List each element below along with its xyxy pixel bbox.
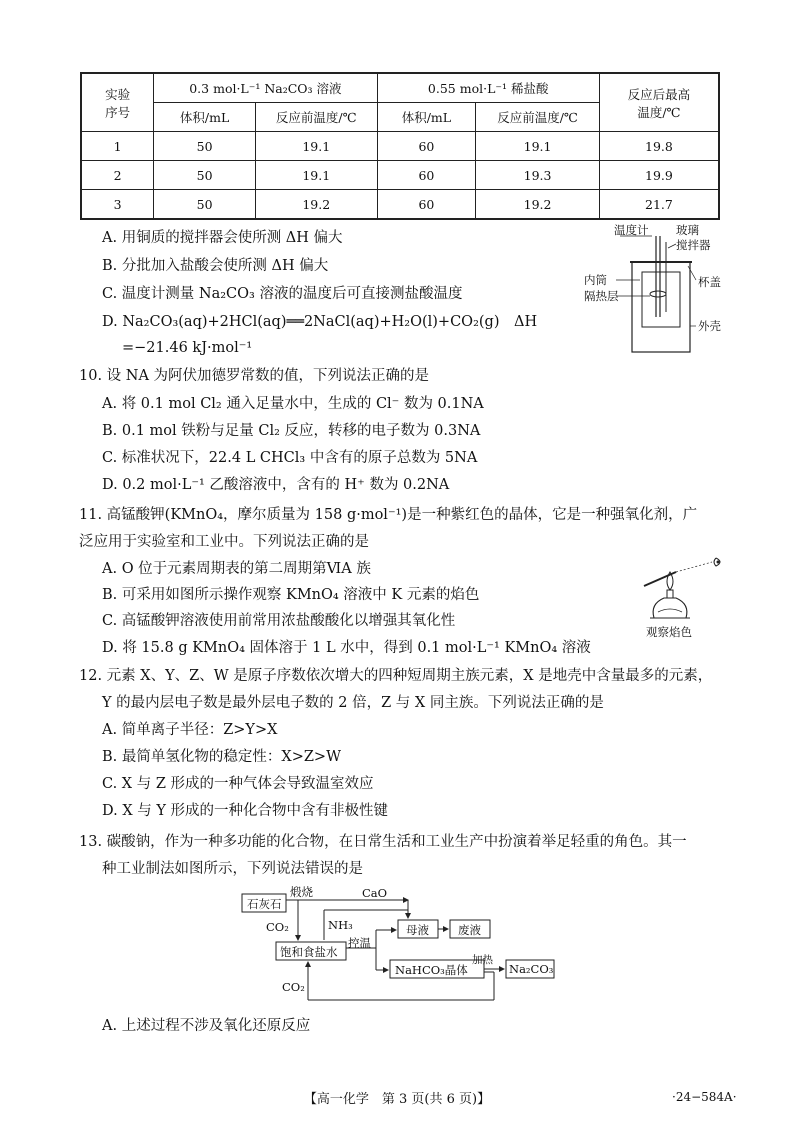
table-row: 1 50 19.1 60 19.1 19.8 [81, 132, 719, 161]
q9-option-a: A. 用铜质的搅拌器会使所测 ΔH 偏大 [102, 230, 343, 246]
flame-test-figure [636, 556, 736, 640]
q11-option-c: C. 高锰酸钾溶液使用前常用浓盐酸酸化以增强其氧化性 [102, 613, 456, 629]
experiment-table [80, 72, 720, 220]
label-co2-top: CO₂ [266, 920, 289, 934]
q11-option-d: D. 将 15.8 g KMnO₄ 固体溶于 1 L 水中，得到 0.1 mol·L⁻¹ KMnO₄ 溶液 [102, 640, 591, 656]
label-heat: 加热 [472, 954, 493, 966]
node-saturated-brine: 饱和食盐水 [280, 945, 338, 959]
node-waste-liquid: 废液 [458, 923, 481, 937]
node-limestone: 石灰石 [247, 897, 282, 911]
label-lid: 杯盖 [698, 275, 721, 289]
exam-code: ·24−584A· [672, 1090, 737, 1104]
q9-option-d-value: =−21.46 kJ·mol⁻¹ [122, 340, 253, 356]
header-temp-before: 反应前温度/℃ [476, 103, 600, 132]
label-stirrer: 搅拌器 [676, 238, 711, 252]
q11-option-a: A. O 位于元素周期表的第二周期第ⅥA 族 [102, 561, 371, 577]
header-volume: 体积/mL [154, 103, 256, 132]
label-inner-cup: 内筒 [584, 273, 607, 287]
node-na2co3: Na₂CO₃ [509, 962, 554, 976]
q11-option-b: B. 可采用如图所示操作观察 KMnO₄ 溶液中 K 元素的焰色 [102, 587, 480, 603]
q12-option-d: D. X 与 Y 形成的一种化合物中含有非极性键 [102, 803, 389, 819]
q11-stem-1: 11. 高锰酸钾(KMnO₄，摩尔质量为 158 g·mol⁻¹)是一种紫红色的晶体，它是一种强氧化剂，广 [79, 507, 698, 523]
q13-stem-2: 种工业制法如图所示，下列说法错误的是 [102, 861, 363, 877]
node-mother-liquor: 母液 [406, 923, 429, 937]
label-glass: 玻璃 [676, 223, 699, 237]
header-hcl: 0.55 mol·L⁻¹ 稀盐酸 [377, 73, 599, 103]
header-experiment: 实验 序号 [81, 73, 154, 132]
q13-stem-1: 13. 碳酸钠，作为一种多功能的化合物，在日常生活和工业生产中扮演着举足轻重的角色。其一 [79, 834, 687, 850]
label-calcine: 煅烧 [290, 885, 313, 899]
label-cao: CaO [362, 886, 388, 900]
label-nh3: NH₃ [328, 918, 353, 932]
header-max-temp: 反应后最高 温度/℃ [599, 73, 719, 132]
alcohol-lamp-drawing [636, 556, 736, 626]
node-nahco3-crystal: NaHCO₃晶体 [395, 963, 468, 977]
table-row: 3 50 19.2 60 19.2 21.7 [81, 190, 719, 220]
q10-option-d: D. 0.2 mol·L⁻¹ 乙酸溶液中，含有的 H⁺ 数为 0.2NA [102, 477, 450, 493]
q9-option-d: D. Na₂CO₃(aq)+2HCl(aq)══2NaCl(aq)+H₂O(l)+CO₂(g) ΔH [102, 314, 538, 330]
label-thermometer: 温度计 [614, 223, 649, 237]
q9-option-b: B. 分批加入盐酸会使所测 ΔH 偏大 [102, 258, 329, 274]
q10-stem: 10. 设 NA 为阿伏加德罗常数的值，下列说法正确的是 [79, 368, 430, 384]
q12-stem-2: Y 的最内层电子数是最外层电子数的 2 倍，Z 与 X 同主族。下列说法正确的是 [102, 695, 604, 711]
q10-option-a: A. 将 0.1 mol Cl₂ 通入足量水中，生成的 Cl⁻ 数为 0.1NA [102, 396, 484, 412]
sodium-carbonate-flow-diagram [238, 882, 558, 1007]
q10-option-c: C. 标准状况下，22.4 L CHCl₃ 中含有的原子总数为 5NA [102, 450, 478, 466]
q13-option-a: A. 上述过程不涉及氧化还原反应 [102, 1018, 311, 1034]
page-footer: 【高一化学 第 3 页(共 6 页)】 [303, 1092, 491, 1107]
label-observe-flame: 观察焰色 [646, 625, 692, 639]
q12-stem-1: 12. 元素 X、Y、Z、W 是原子序数依次增大的四种短周期主族元素，X 是地壳中含量最多的元素， [79, 668, 713, 684]
q11-stem-2: 泛应用于实验室和工业中。下列说法正确的是 [79, 534, 369, 550]
header-na2co3: 0.3 mol·L⁻¹ Na₂CO₃ 溶液 [154, 73, 377, 103]
label-shell: 外壳 [698, 319, 721, 333]
q10-option-b: B. 0.1 mol 铁粉与足量 Cl₂ 反应，转移的电子数为 0.3NA [102, 423, 481, 439]
header-temp-before: 反应前温度/℃ [255, 103, 377, 132]
label-temp-control: 控温 [348, 936, 371, 950]
label-co2-recycle: CO₂ [282, 980, 305, 994]
header-volume: 体积/mL [377, 103, 476, 132]
calorimeter-figure [580, 222, 730, 357]
q12-option-b: B. 最简单氢化物的稳定性：X>Z>W [102, 749, 341, 765]
q9-option-c: C. 温度计测量 Na₂CO₃ 溶液的温度后可直接测盐酸温度 [102, 286, 463, 302]
q12-option-a: A. 简单离子半径：Z>Y>X [102, 722, 278, 738]
label-insulation: 隔热层 [584, 289, 619, 303]
table-row: 2 50 19.1 60 19.3 19.9 [81, 161, 719, 190]
q12-option-c: C. X 与 Z 形成的一种气体会导致温室效应 [102, 776, 374, 792]
